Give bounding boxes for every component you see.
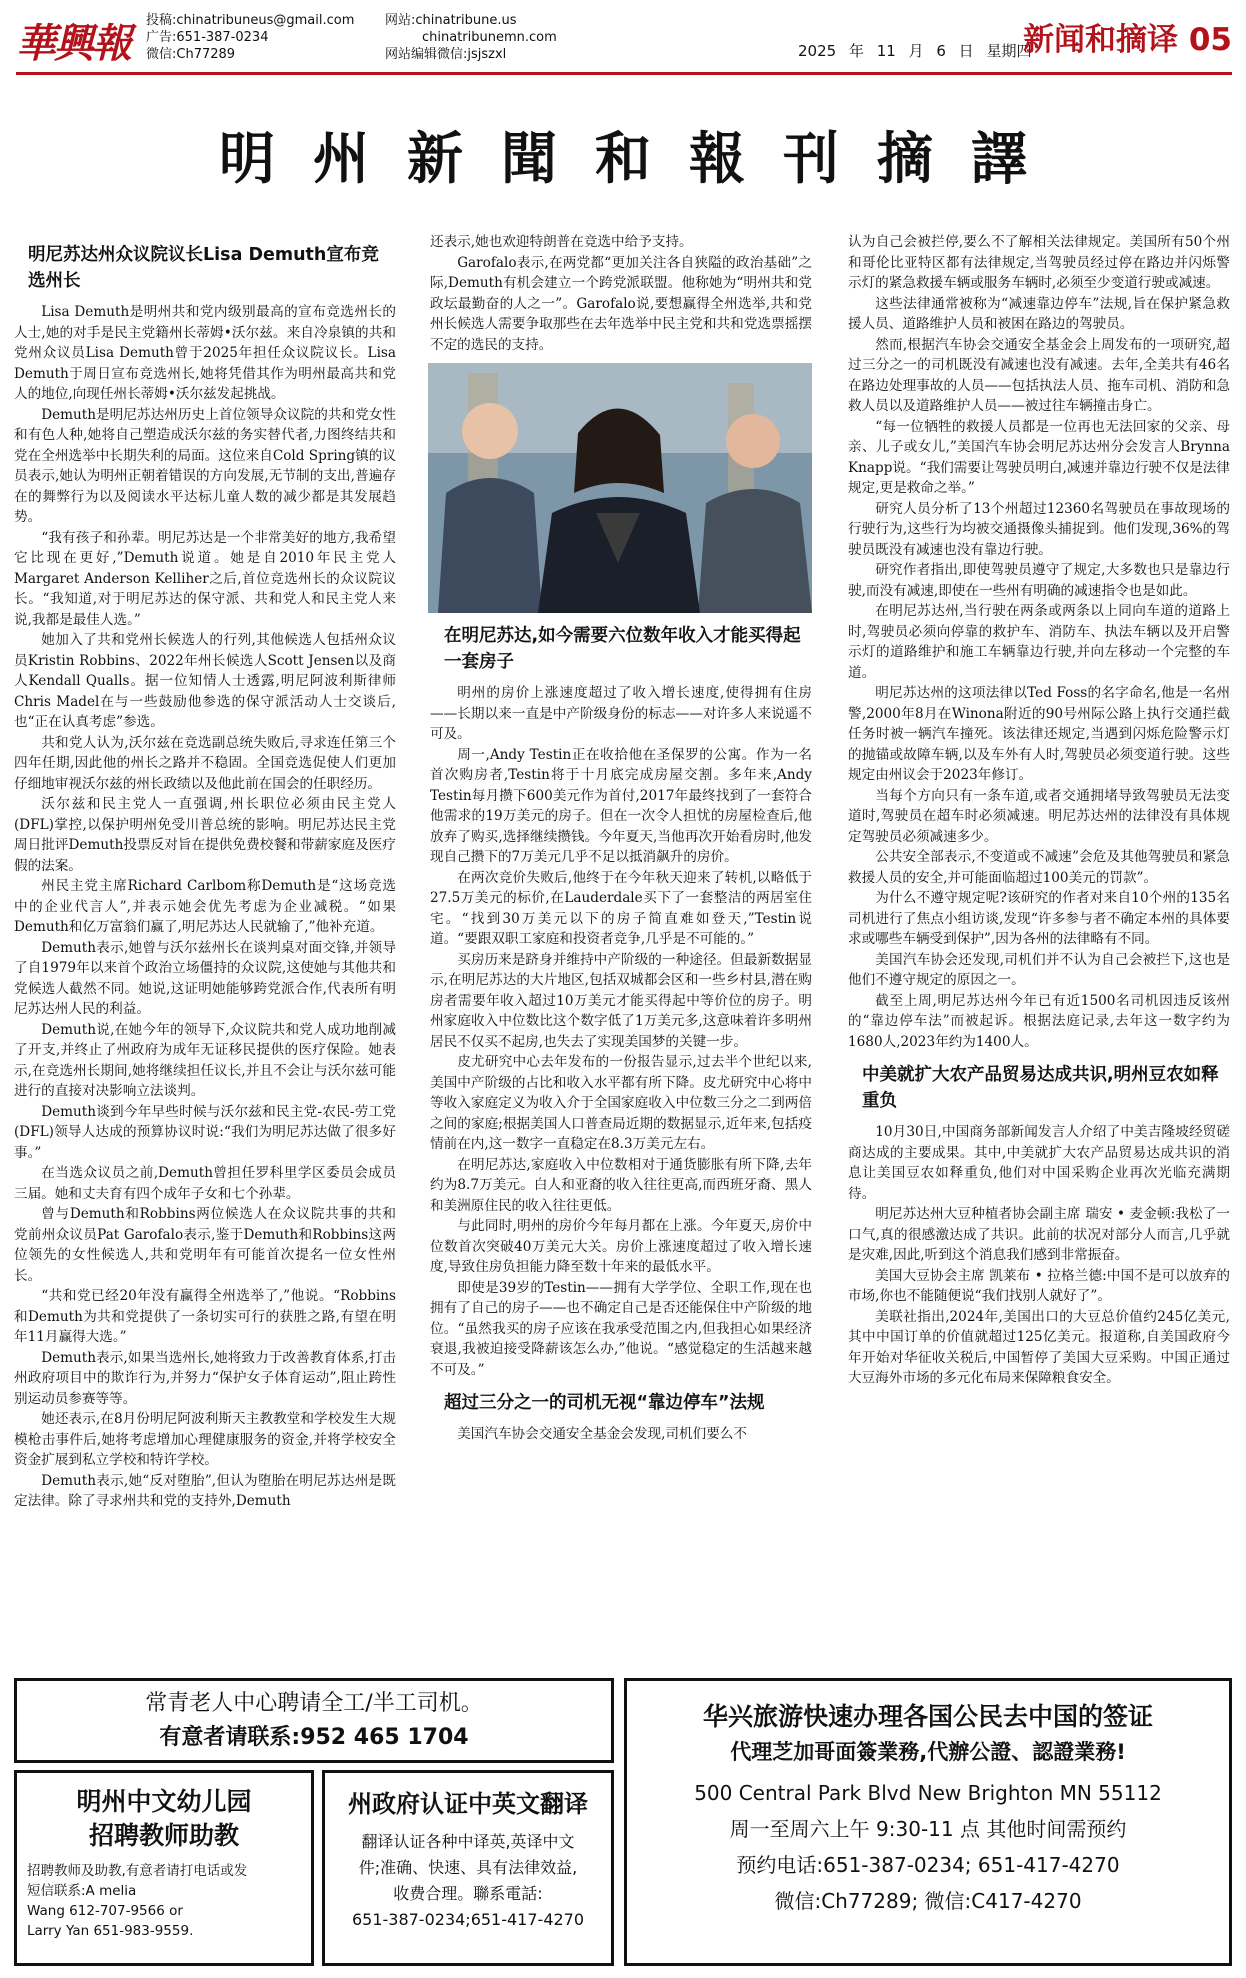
page-header: [0, 0, 1246, 78]
ad-translation-line: 收费合理。聯系電話:: [393, 1884, 543, 1903]
newspaper-logo: 華興報: [16, 21, 130, 67]
contact-left: [146, 12, 354, 63]
paragraph: 当每个方向只有一条车道,或者交通拥堵导致驾驶员无法变道时,驾驶员在超车时必须减速。明尼苏达州的法律没有具体规定驾驶员必须减速多少。: [848, 787, 1230, 845]
paragraph: 还表示,她也欢迎特朗普在竞选中给予支持。: [430, 234, 693, 250]
contact-site-2: chinatribunemn.com: [422, 30, 557, 45]
ad-senior-center: [14, 1678, 614, 1763]
ad-travel-visa: [624, 1678, 1232, 1966]
paragraph: 周一,Andy Testin正在收拾他在圣保罗的公寓。作为一名首次购房者,Testin将于十月底完成房屋交割。多年来,Andy Testin每月攒下600美元作为首付,2017年最终找到了一套符合他需求的19万美元的房子。但在一次令人担忧的房屋检查后,他放弃了购买,选择继续攒钱。今年夏天,当他再次开始看房时,他发现自己攒下的7万美元几乎不足以抵消飙升的房价。: [430, 746, 812, 865]
paragraph: 美国大豆协会主席 凯莱布 • 拉格兰德:中国不是可以放弃的市场,你也不能随便说“我们找别人就好了”。: [848, 1267, 1230, 1304]
paragraph: 美联社指出,2024年,美国出口的大豆总价值约245亿美元,其中中国订单的价值就超过125亿美元。报道称,自美国政府今年开始对华征收关税后,中国暂停了美国大豆采购。中国正通过大豆海外市场的多元化布局来保障粮食安全。: [848, 1308, 1230, 1386]
article-title-demuth: 明尼苏达州众议院议长Lisa Demuth宣布竞选州长: [28, 245, 379, 291]
ad-kinder-line: 短信联系:A melia: [27, 1883, 137, 1899]
paragraph: 在明尼苏达州,当行驶在两条或两条以上同向车道的道路上时,驾驶员必须向停靠的救护车、消防车、执法车辆以及开启警示灯的道路维护和施工车辆靠边行驶,并向左移动一个完整的车道。: [848, 603, 1230, 681]
contact-email: 投稿:chinatribuneus@gmail.com: [146, 13, 355, 28]
date-text: 2025 年 11 月 6 日: [798, 42, 974, 60]
paragraph: Demuth谈到今年早些时候与沃尔兹和民主党-农民-劳工党(DFL)领导人达成的预算协议时说:“我们为明尼苏达做了很多好事。”: [14, 1103, 396, 1161]
section-title: 新闻和摘译 05: [1023, 22, 1232, 58]
paragraph: 她还表示,在8月份明尼阿波利斯天主教教堂和学校发生大规模枪击事件后,她将考虑增加心理健康服务的资金,并将学校安全资金扩展到私立学校和特许学校。: [14, 1411, 396, 1468]
ad-translation-line: 件;准确、快速、具有法律效益,: [358, 1858, 578, 1877]
paragraph: Garofalo表示,在两党都“更加关注各自狭隘的政治基础”之际,Demuth有机会建立一个跨党派联盟。他称她为“明州共和党政坛最勤奋的人之一”。Garofalo说,要想赢得全州选举,共和党州长候选人需要争取那些在去年选举中民主党和共和党选票摇摆不定的选民的支持。: [430, 254, 812, 353]
paragraph: 然而,根据汽车协会交通安全基金会上周发布的一项研究,超过三分之一的司机既没有减速也没有减速。去年,全美共有46名在路边处理事故的人员——包括执法人员、拖车司机、消防和急救人员以及道路维护人员——被过往车辆撞击身亡。: [848, 336, 1230, 414]
paragraph: 在明尼苏达,家庭收入中位数相对于通货膨胀有所下降,去年约为8.7万美元。白人和亚裔的收入往往更高,而西班牙裔、黑人和美洲原住民的收入往往更低。: [430, 1156, 812, 1214]
ad-senior-line2: 有意者请联系:952 465 1704: [159, 1725, 469, 1750]
ad-senior-line1: 常青老人中心聘请全工/半工司机。: [145, 1691, 483, 1716]
column-2: [430, 232, 812, 1445]
column-1: [14, 232, 396, 1512]
ad-translation-line: 651-387-0234;651-417-4270: [351, 1910, 585, 1929]
paragraph: 沃尔兹和民主党人一直强调,州长职位必须由民主党人(DFL)掌控,以保护明州免受川普总统的影响。明尼苏达民主党周日批评Demuth投票反对旨在提供免费校餐和带薪家庭及医疗假的法案。: [14, 796, 396, 874]
contact-editor-wechat: 网站编辑微信:jsjszxl: [385, 47, 507, 62]
paragraph: 美国汽车协会交通安全基金会发现,司机们要么不: [457, 1426, 747, 1442]
ad-kinder-line: Larry Yan 651-983-9559.: [27, 1923, 194, 1939]
ad-kinder-line: 招聘教师及助教,有意者请打电话或发: [27, 1863, 248, 1879]
paragraph: “我有孩子和孙辈。明尼苏达是一个非常美好的地方,我希望它比现在更好,”Demuth说道。她是自2010年民主党人Margaret Anderson Kelliher之后,首位竞选州长的众议院议长。“我知道,对于明尼苏达的保守派、共和党人和民主党人来说,我都是最佳人选。”: [14, 529, 396, 628]
ad-travel-subtitle: 代理芝加哥面簽業務,代辦公證、認證業務!: [730, 1740, 1126, 1764]
paragraph: 在两次竞价失败后,他终于在今年秋天迎来了转机,以略低于27.5万美元的标价,在Lauderdale买下了一套整洁的两居室住宅。“找到30万美元以下的房子简直难如登天,”Testin说道。“要跟双职工家庭和投资者竞争,几乎是不可能的。”: [430, 869, 812, 947]
ad-travel-line: 微信:Ch77289; 微信:C417-4270: [774, 1889, 1082, 1913]
paragraph: 曾与Demuth和Robbins两位候选人在众议院共事的共和党前州众议员Pat Garofalo表示,鉴于Demuth和Robbins这两位领先的女性候选人,共和党明年有可能首次提名一位女性州长。: [14, 1206, 396, 1284]
contact-ad-phone: 广告:651-387-0234: [146, 30, 269, 45]
paragraph: 截至上周,明尼苏达州今年已有近1500名司机因违反该州的“靠边停车法”而被起诉。根据法庭记录,去年这一数字约为1680人,2023年约为1400人。: [848, 992, 1230, 1050]
ad-travel-line: 预约电话:651-387-0234; 651-417-4270: [736, 1853, 1120, 1877]
photo-illustration: [428, 363, 812, 613]
paragraph: 明州的房价上涨速度超过了收入增长速度,使得拥有住房——长期以来一直是中产阶级身份的标志——对许多人来说遥不可及。: [430, 685, 812, 742]
weekday-text: 星期四: [986, 42, 1032, 60]
ad-kinder-line: Wang 612-707-9566 or: [27, 1903, 183, 1919]
ad-translation: [322, 1770, 614, 1966]
issue-date: [798, 40, 1031, 61]
paragraph: 美国汽车协会还发现,司机们并不认为自己会被拦下,这也是他们不遵守规定的原因之一。: [848, 951, 1230, 988]
paragraph: “每一位牺牲的救援人员都是一位再也无法回家的父亲、母亲、儿子或女儿,”美国汽车协会明尼苏达州分会发言人Brynna Knapp说。“我们需要让驾驶员明白,减速并靠边行驶不仅是法律规定,更是救命之举。”: [848, 418, 1230, 496]
paragraph: 即使是39岁的Testin——拥有大学学位、全职工作,现在也拥有了自己的房子——也不确定自己是否还能保住中产阶级的地位。“虽然我买的房子应该在我承受范围之内,但我担心如果经济衰退,我被迫接受降薪该怎么办,”他说。“感觉稳定的生活越来越不可及。”: [430, 1279, 812, 1378]
paragraph: “共和党已经20年没有赢得全州选举了,”他说。“Robbins和Demuth为共和党提供了一条切实可行的获胜之路,有望在明年11月赢得大选。”: [14, 1288, 396, 1345]
paragraph: 10月30日,中国商务部新闻发言人介绍了中美吉隆坡经贸磋商达成的主要成果。其中,中美就扩大农产品贸易达成共识的消息让美国豆农如释重负,他们对中国采购企业再次光临充满期待。: [848, 1124, 1230, 1202]
paragraph: 买房历来是跻身并维持中产阶级的一种途径。但最新数据显示,在明尼苏达的大片地区,包括双城都会区和一些乡村县,潜在购房者需要年收入超过10万美元才能买得起中等价位的房子。明州家庭收入中位数比这个数字低了1万美元多,这意味着许多明州居民不仅买不起房,也失去了实现美国梦的关键一步。: [430, 951, 812, 1050]
column-3: [848, 232, 1230, 1389]
ad-travel-title: 华兴旅游快速办理各国公民去中国的签证: [702, 1702, 1153, 1731]
header-rule: [16, 72, 1232, 75]
ad-travel-line: 500 Central Park Blvd New Brighton MN 55112: [694, 1781, 1162, 1805]
ad-translation-line: 翻译认证各种中译英,英译中文: [361, 1832, 575, 1851]
paragraph: 研究作者指出,即使驾驶员遵守了规定,大多数也只是靠边行驶,而没有减速,即使在一些州有明确的减速指令也是如此。: [848, 562, 1230, 599]
paragraph: 明尼苏达州的这项法律以Ted Foss的名字命名,他是一名州警,2000年8月在Winona附近的90号州际公路上执行交通拦截任务时被一辆汽车撞死。该法律还规定,当遇到闪烁危险警示灯的抛锚或故障车辆,以及车外有人时,驾驶员必须变道行驶。这些规定由州议会于2023年修订。: [848, 685, 1230, 783]
paragraph: 与此同时,明州的房价今年每月都在上涨。今年夏天,房价中位数首次突破40万美元大关。房价上涨速度超过了收入增长速度,导致住房负担能力降至数十年来的最低水平。: [430, 1218, 812, 1275]
contact-wechat: 微信:Ch77289: [146, 47, 236, 62]
paragraph: Demuth表示,如果当选州长,她将致力于改善教育体系,打击州政府项目中的欺诈行为,并努力“保护女子体育运动”,阻止跨性别运动员参赛等等。: [14, 1349, 396, 1407]
ad-travel-line: 周一至周六上午 9:30-11 点 其他时间需预约: [729, 1817, 1127, 1841]
ad-kinder-body: [17, 1861, 311, 1941]
paragraph: 为什么不遵守规定呢?该研究的作者对来自10个州的135名司机进行了焦点小组访谈,发现“许多参与者不确定本州的具体要求或哪些车辆受到保护”,因为各州的法律略有不同。: [848, 890, 1230, 947]
article-title-soybean: 中美就扩大农产品贸易达成共识,明州豆农如释重负: [862, 1065, 1219, 1111]
paragraph: 研究人员分析了13个州超过12360名驾驶员在事故现场的行驶行为,这些行为均被交通摄像头捕捉到。他们发现,36%的驾驶员既没有减速也没有靠边行驶。: [848, 500, 1230, 558]
paragraph: Demuth说,在她今年的领导下,众议院共和党人成功地削减了开支,并终止了州政府为成年无证移民提供的医疗保险。她表示,在竞选州长期间,她将继续担任议长,并且不会让与沃尔兹可能进行的直接对决影响立法谈判。: [14, 1021, 396, 1099]
ads-area: [14, 1678, 1232, 1968]
paragraph: Demuth表示,她曾与沃尔兹州长在谈判桌对面交锋,并领导了自1979年以来首个政治立场僵持的众议院,这使她与其他共和党候选人截然不同。她说,这证明她能够跨党派合作,代表所有明尼苏达州人民的利益。: [14, 939, 396, 1017]
paragraph: 公共安全部表示,不变道或不减速”会危及其他驾驶员和紧急救援人员的安全,并可能面临超过100美元的罚款”。: [848, 849, 1230, 886]
paragraph: 在当选众议员之前,Demuth曾担任罗科里学区委员会成员三届。她和丈夫育有四个成年子女和七个孙辈。: [14, 1165, 396, 1202]
contact-site: 网站:chinatribune.us: [385, 13, 517, 28]
contact-right: [385, 12, 557, 63]
ad-kindergarten: [14, 1770, 314, 1966]
paragraph: Demuth是明尼苏达州历史上首位领导众议院的共和党女性和有色人种,她将自己塑造成沃尔兹的务实替代者,力图终结共和党在全州选举中长期失利的局面。这位来自Cold Spring镇的议员表示,她认为明州正朝着错误的方向发展,无节制的支出,普遍存在的舞弊行为以及阅读水平达标儿童人数的减少都是其发展趋势。: [14, 406, 396, 525]
ad-translation-title: 州政府认证中英文翻译: [348, 1790, 588, 1818]
paragraph: 她加入了共和党州长候选人的行列,其他候选人包括州众议员Kristin Robbins、2022年州长候选人Scott Jensen以及商人Kendall Qualls。据一位知情人士透露,明尼阿波利斯律师Chris Madel在与一些鼓励他参选的保守派活动人士交谈后,也“正在认真考虑”参选。: [14, 632, 396, 730]
paragraph: 认为自己会被拦停,要么不了解相关法律规定。美国所有50个州和哥伦比亚特区都有法律规定,当驾驶员经过停在路边并闪烁警示灯的紧急救援车辆或服务车辆时,必须至少变道行驶或减速。: [848, 234, 1230, 291]
paragraph: 明尼苏达州大豆种植者协会副主席 瑞安 • 麦金顿:我松了一口气,真的很感激达成了共识。此前的状况对部分人而言,几乎就是灾难,因此,听到这个消息我们感到非常振奋。: [848, 1206, 1230, 1263]
paragraph: Lisa Demuth是明州共和党内级别最高的宣布竞选州长的人士,她的对手是民主党籍州长蒂姆•沃尔兹。来自冷泉镇的共和党州众议员Lisa Demuth曾于2025年担任众议院议长。Lisa Demuth于周日宣布竞选州长,她将凭借其作为明州最高共和党人的地位,向现任州长蒂姆•沃尔兹发起挑战。: [14, 304, 396, 402]
demuth-photo: [428, 363, 812, 613]
paragraph: 皮尤研究中心去年发布的一份报告显示,过去半个世纪以来,美国中产阶级的占比和收入水平都有所下降。皮尤研究中心将中等收入家庭定义为收入介于全国家庭收入中位数三分之二到两倍之间的家庭;根据美国人口普查局近期的数据显示,近年来,包括疫情前在内,这一数字一直稳定在8.3万美元左右。: [430, 1054, 812, 1152]
article-title-housing: 在明尼苏达,如今需要六位数年收入才能买得起一套房子: [444, 626, 801, 672]
masthead-title: 明州新聞和報刊摘譯: [219, 127, 1065, 192]
paragraph: Demuth表示,她“反对堕胎”,但认为堕胎在明尼苏达州是既定法律。除了寻求州共和党的支持外,Demuth: [14, 1472, 396, 1509]
ad-kinder-title2: 招聘教师助教: [88, 1821, 239, 1850]
article-title-move-over: 超过三分之一的司机无视“靠边停车”法规: [444, 1393, 765, 1413]
paragraph: 共和党人认为,沃尔兹在竞选副总统失败后,寻求连任第三个四年任期,因此他的州长之路并不稳固。全国竞选促使人们更加仔细地审视沃尔兹的州长政绩以及他此前在国会的任职经历。: [14, 734, 396, 792]
paragraph: 州民主党主席Richard Carlbom称Demuth是“这场竞选中的企业代言人”,并表示她会优先考虑为企业减税。“如果Demuth和亿万富翁们赢了,明尼苏达人民就输了,”他补充道。: [14, 878, 396, 935]
ad-kinder-title1: 明州中文幼儿园: [76, 1787, 252, 1816]
paragraph: 这些法律通常被称为“减速靠边停车”法规,旨在保护紧急救援人员、道路维护人员和被困在路边的驾驶员。: [848, 295, 1230, 332]
